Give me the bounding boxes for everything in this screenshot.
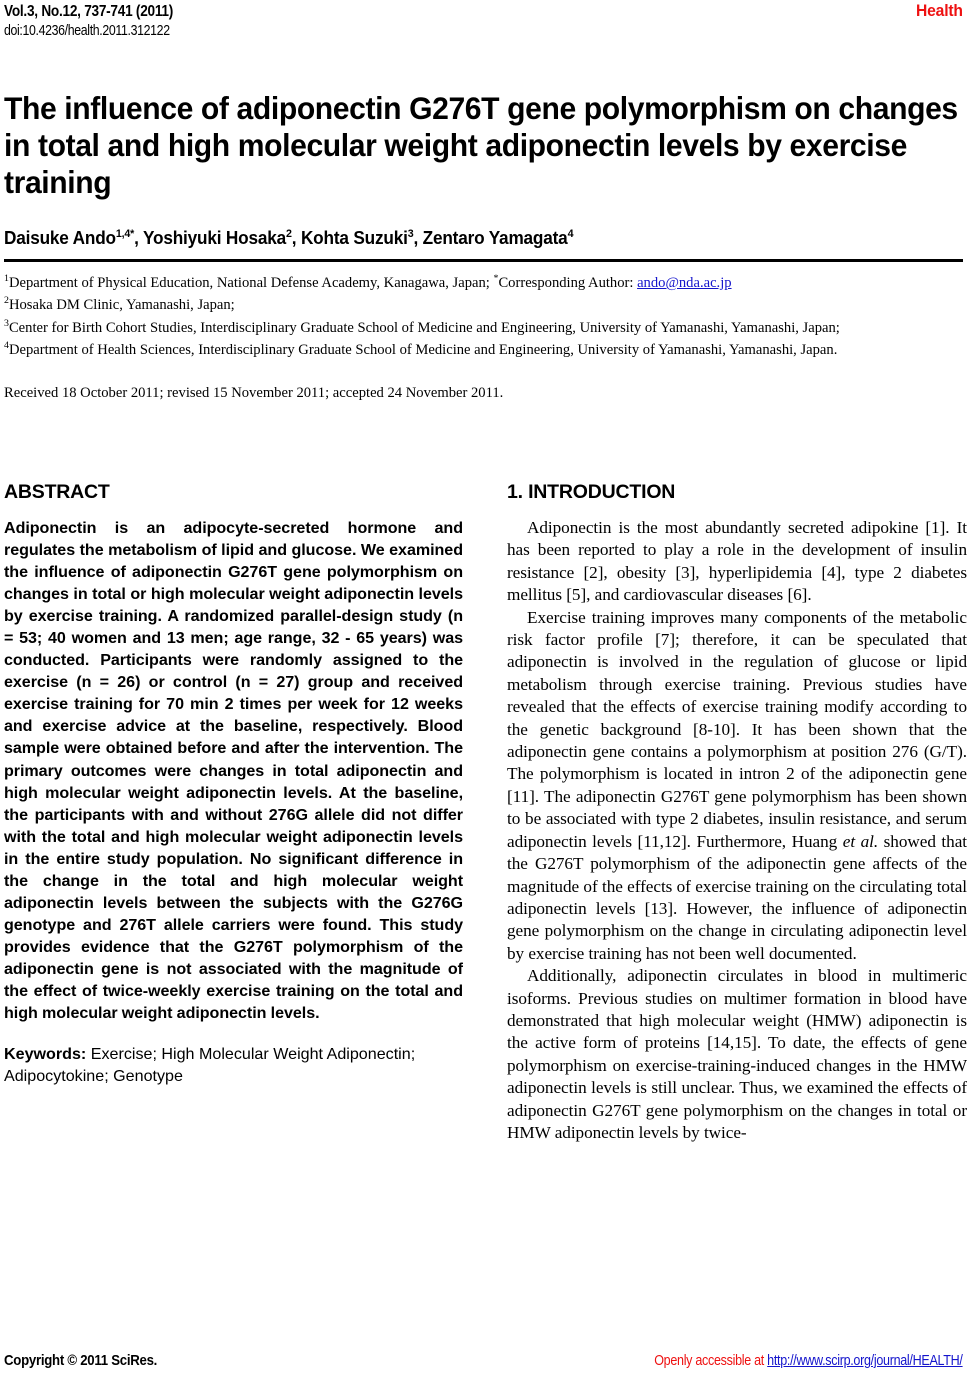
- corresponding-author-marker: *: [493, 273, 499, 285]
- intro-paragraph-2-head: Exercise training improves many components of the metabolic risk factor profile [7]; therefore, it can be speculated that adiponectin is involved in the regulation of glucose or lipid metabolism through exercise training. Previous studies have revealed that the effects of exercise training modify according to the genetic background [8-10]. It has been shown that the adiponectin gene contains a polymorphism at position 276 (G/T). The polymorphism is located in intron 2 of the adiponectin gene [11]. The adiponectin G276T gene polymorphism has been shown to be associated with type 2 diabetes, insulin resistance, and serum adiponectin levels [11,12]. Furthermore, Huang: [507, 607, 967, 851]
- introduction-heading: 1. INTRODUCTION: [507, 481, 676, 503]
- intro-paragraph-2-tail: showed that the G276T polymorphism of the adiponectin gene affects of the magnitude of the effects of exercise training on the circulating total adiponectin levels [13]. However, the influence of adiponectin gene polymorphism on the change in circulating adiponectin level by exercise training has not been well documented.: [507, 831, 967, 963]
- affiliation-2-marker: 2: [4, 295, 9, 307]
- copyright-text: Copyright © 2011 SciRes.: [4, 1352, 158, 1369]
- keywords-label: Keywords:: [4, 1045, 87, 1064]
- intro-paragraph-3: Additionally, adiponectin circulates in blood in multimeric isoforms. Previous studies on multimer formation in blood have demonstrated that high molecular weight (HMW) adiponectin is the active form of proteins [14,15]. To date, the effects of gene polymorphism on exercise-training-induced changes in the HMW adiponectin levels is still unclear. Thus, we examined the effects of adiponectin G276T gene polymorphism on the changes in total or HMW adiponectin levels by twice-: [507, 966, 967, 1142]
- author-list: [4, 223, 962, 249]
- page-inner: [4, 0, 963, 403]
- introduction-body: [507, 517, 967, 1144]
- volume-issue-pages: Vol.3, No.12, 737-741 (2011): [4, 3, 174, 20]
- author-affiliation-marker: 1,4*: [115, 228, 135, 240]
- journal-url-link[interactable]: http://www.scirp.org/journal/HEALTH/: [767, 1353, 963, 1369]
- journal-name: Health: [916, 1, 963, 20]
- affiliation-4-text: Department of Health Sciences, Interdisciplinary Graduate School of Medicine and Engineering, University of Yamanashi, Yamanashi, Japan.: [8, 341, 838, 358]
- abstract-body: [4, 517, 463, 1024]
- affiliation-4: [4, 337, 963, 359]
- affiliation-4-marker: 4: [4, 339, 9, 351]
- doi-text: doi:10.4236/health.2011.312122: [4, 23, 170, 39]
- affiliations-block: [4, 270, 963, 359]
- corresponding-author-email-link[interactable]: ando@nda.ac.jp: [637, 275, 732, 292]
- corresponding-author-label: Corresponding Author:: [498, 275, 638, 292]
- running-head: [4, 0, 963, 56]
- affiliation-3-marker: 3: [4, 317, 9, 329]
- affiliation-1-marker: 1: [4, 273, 9, 285]
- open-access-label: Openly accessible at: [654, 1353, 768, 1369]
- abstract-heading: ABSTRACT: [4, 481, 110, 503]
- et-al-italic: et al.: [842, 831, 879, 851]
- author-name: Daisuke Ando: [4, 227, 116, 249]
- affiliation-3: [4, 315, 963, 337]
- received-dates: Received 18 October 2011; revised 15 November 2011; accepted 24 November 2011.: [4, 385, 504, 402]
- page-footer: [4, 1351, 963, 1371]
- author-affiliation-marker: 2: [285, 228, 292, 240]
- two-column-body: [4, 481, 967, 1321]
- author-names: Daisuke Ando$^{1,4*}$, Yoshiyuki Hosaka$^2$, Kohta Suzuki$^3$, Zentaro Yamagata$^4$: [4, 227, 574, 249]
- header-divider-rule: [4, 259, 963, 262]
- affiliation-3-text: Center for Birth Cohort Studies, Interdisciplinary Graduate School of Medicine and Engineering, University of Yamanashi, Yamanashi, Japan;: [8, 319, 840, 336]
- paper-title: The influence of adiponectin G276T gene polymorphism on changes in total and high molecular weight adiponectin levels by exercise training: [4, 90, 958, 200]
- keywords-line: [4, 1044, 463, 1087]
- open-access-line: [655, 1352, 963, 1371]
- intro-paragraph-1: Adiponectin is the most abundantly secreted adipokine [1]. It has been reported to play a role in the development of insulin resistance [2], obesity [3], hyperlipidemia [4], type 2 diabetes mellitus [5], and cardiovascular diseases [6].: [507, 518, 967, 605]
- author-name: Yoshiyuki Hosaka: [142, 227, 286, 249]
- keywords-value: Exercise; High Molecular Weight Adiponectin; Adipocytokine; Genotype: [4, 1045, 416, 1085]
- right-column: [507, 481, 967, 1144]
- affiliation-1-text: Department of Physical Education, National Defense Academy, Kanagawa, Japan;: [8, 275, 494, 292]
- author-affiliation-marker: 4: [567, 228, 574, 240]
- affiliation-2: [4, 292, 963, 314]
- author-name: Kohta Suzuki: [300, 227, 408, 249]
- affiliation-2-text: Hosaka DM Clinic, Yamanashi, Japan;: [8, 297, 235, 314]
- author-affiliation-marker: 3: [407, 228, 414, 240]
- intro-paragraph-2: [507, 607, 967, 966]
- abstract-paragraph: Adiponectin is an adipocyte-secreted hormone and regulates the metabolism of lipid and glucose. We examined the influence of adiponectin G276T gene polymorphism on changes in total or high molecular weight adiponectin levels by exercise training. A randomized parallel-design study (n = 53; 40 women and 13 men; age range, 32 - 65 years) was conducted. Participants were randomly assigned to the exercise (n = 26) or control (n = 27) group and received exercise training for 70 min 2 times per week for 12 weeks and exercise advice at the baseline, respectively. Blood sample were obtained before and after the intervention. The primary outcomes were changes in total adiponectin and high molecular weight adiponectin levels. At the baseline, the participants with and without 276G allele did not differ with the total and high molecular weight adiponectin levels in the entire study population. No significant difference in the change in the total and high molecular weight adiponectin levels between the subjects with the G276G genotype and 276T allele carriers were found. This study provides evidence that the G276T polymorphism of the adiponectin gene is not associated with the magnitude of the effect of twice-weekly exercise training on the total and high molecular weight adiponectin levels.: [4, 519, 463, 1023]
- author-name: Zentaro Yamagata: [422, 227, 568, 249]
- affiliation-1: [4, 270, 963, 292]
- left-column: [4, 481, 463, 1087]
